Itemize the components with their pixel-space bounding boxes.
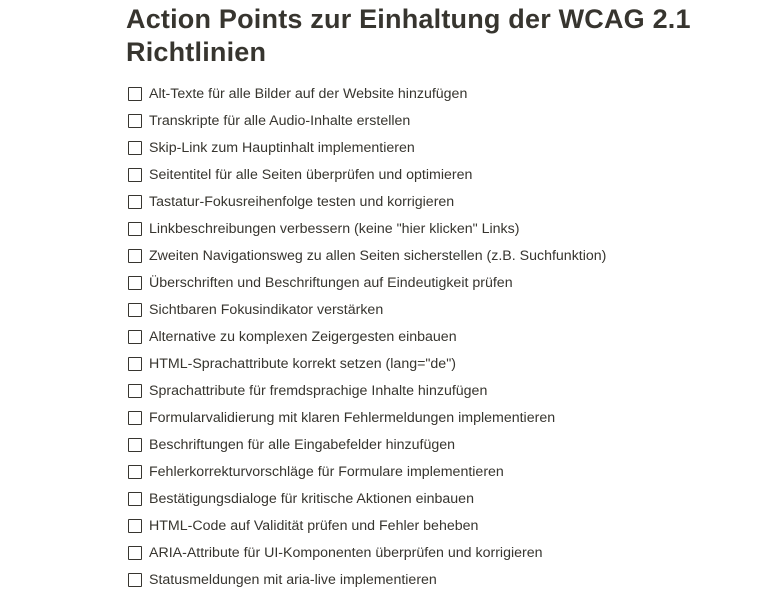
todo-item[interactable] xyxy=(126,350,746,377)
todo-label: Tastatur-Fokusreihenfolge testen und korrigieren xyxy=(149,193,455,210)
todo-item[interactable] xyxy=(126,188,746,215)
todo-item[interactable] xyxy=(126,161,746,188)
todo-item[interactable] xyxy=(126,431,746,458)
todo-checkbox[interactable] xyxy=(128,222,142,236)
todo-item[interactable] xyxy=(126,404,746,431)
page-title: Action Points zur Einhaltung der WCAG 2.1 Richtlinien xyxy=(126,4,691,67)
todo-checkbox[interactable] xyxy=(128,114,142,128)
todo-item[interactable] xyxy=(126,512,746,539)
todo-label: Skip-Link zum Hauptinhalt implementieren xyxy=(149,139,415,156)
todo-checkbox[interactable] xyxy=(128,492,142,506)
todo-checkbox[interactable] xyxy=(128,546,142,560)
todo-checkbox[interactable] xyxy=(128,87,142,101)
todo-checkbox[interactable] xyxy=(128,303,142,317)
todo-item[interactable] xyxy=(126,242,746,269)
todo-item[interactable] xyxy=(126,269,746,296)
todo-checkbox[interactable] xyxy=(128,411,142,425)
todo-item[interactable] xyxy=(126,134,746,161)
todo-checkbox[interactable] xyxy=(128,465,142,479)
todo-label: Linkbeschreibungen verbessern (keine "hier klicken" Links) xyxy=(149,220,520,237)
todo-checkbox[interactable] xyxy=(128,168,142,182)
todo-label: Transkripte für alle Audio-Inhalte erstellen xyxy=(149,112,411,129)
todo-label: ARIA-Attribute für UI-Komponenten überprüfen und korrigieren xyxy=(149,544,543,561)
todo-checkbox[interactable] xyxy=(128,249,142,263)
todo-label: Formularvalidierung mit klaren Fehlermeldungen implementieren xyxy=(149,409,556,426)
todo-label: HTML-Code auf Validität prüfen und Fehler beheben xyxy=(149,517,479,534)
todo-label: Seitentitel für alle Seiten überprüfen und optimieren xyxy=(149,166,473,183)
todo-label: Zweiten Navigationsweg zu allen Seiten sicherstellen (z.B. Suchfunktion) xyxy=(149,247,607,264)
todo-label: Sprachattribute für fremdsprachige Inhalte hinzufügen xyxy=(149,382,488,399)
todo-label: Sichtbaren Fokusindikator verstärken xyxy=(149,301,384,318)
todo-item[interactable] xyxy=(126,323,746,350)
todo-item[interactable] xyxy=(126,80,746,107)
todo-item[interactable] xyxy=(126,566,746,593)
todo-label: Alt-Texte für alle Bilder auf der Website hinzufügen xyxy=(149,85,468,102)
todo-label: Beschriftungen für alle Eingabefelder hinzufügen xyxy=(149,436,456,453)
todo-item[interactable] xyxy=(126,107,746,134)
todo-item[interactable] xyxy=(126,377,746,404)
page-content xyxy=(126,0,746,593)
todo-checkbox[interactable] xyxy=(128,519,142,533)
todo-item[interactable] xyxy=(126,296,746,323)
todo-label: Alternative zu komplexen Zeigergesten einbauen xyxy=(149,328,457,345)
todo-item[interactable] xyxy=(126,485,746,512)
todo-checkbox[interactable] xyxy=(128,195,142,209)
todo-label: Bestätigungsdialoge für kritische Aktionen einbauen xyxy=(149,490,474,507)
todo-checkbox[interactable] xyxy=(128,141,142,155)
todo-label: Statusmeldungen mit aria-live implementieren xyxy=(149,571,437,588)
todo-checkbox[interactable] xyxy=(128,357,142,371)
todo-checkbox[interactable] xyxy=(128,438,142,452)
todo-list xyxy=(126,80,746,593)
todo-item[interactable] xyxy=(126,539,746,566)
todo-label: HTML-Sprachattribute korrekt setzen (lang="de") xyxy=(149,355,456,372)
todo-checkbox[interactable] xyxy=(128,276,142,290)
todo-checkbox[interactable] xyxy=(128,384,142,398)
todo-checkbox[interactable] xyxy=(128,330,142,344)
todo-item[interactable] xyxy=(126,458,746,485)
todo-checkbox[interactable] xyxy=(128,573,142,587)
todo-label: Fehlerkorrekturvorschläge für Formulare implementieren xyxy=(149,463,504,480)
todo-label: Überschriften und Beschriftungen auf Eindeutigkeit prüfen xyxy=(149,274,513,291)
todo-item[interactable] xyxy=(126,215,746,242)
